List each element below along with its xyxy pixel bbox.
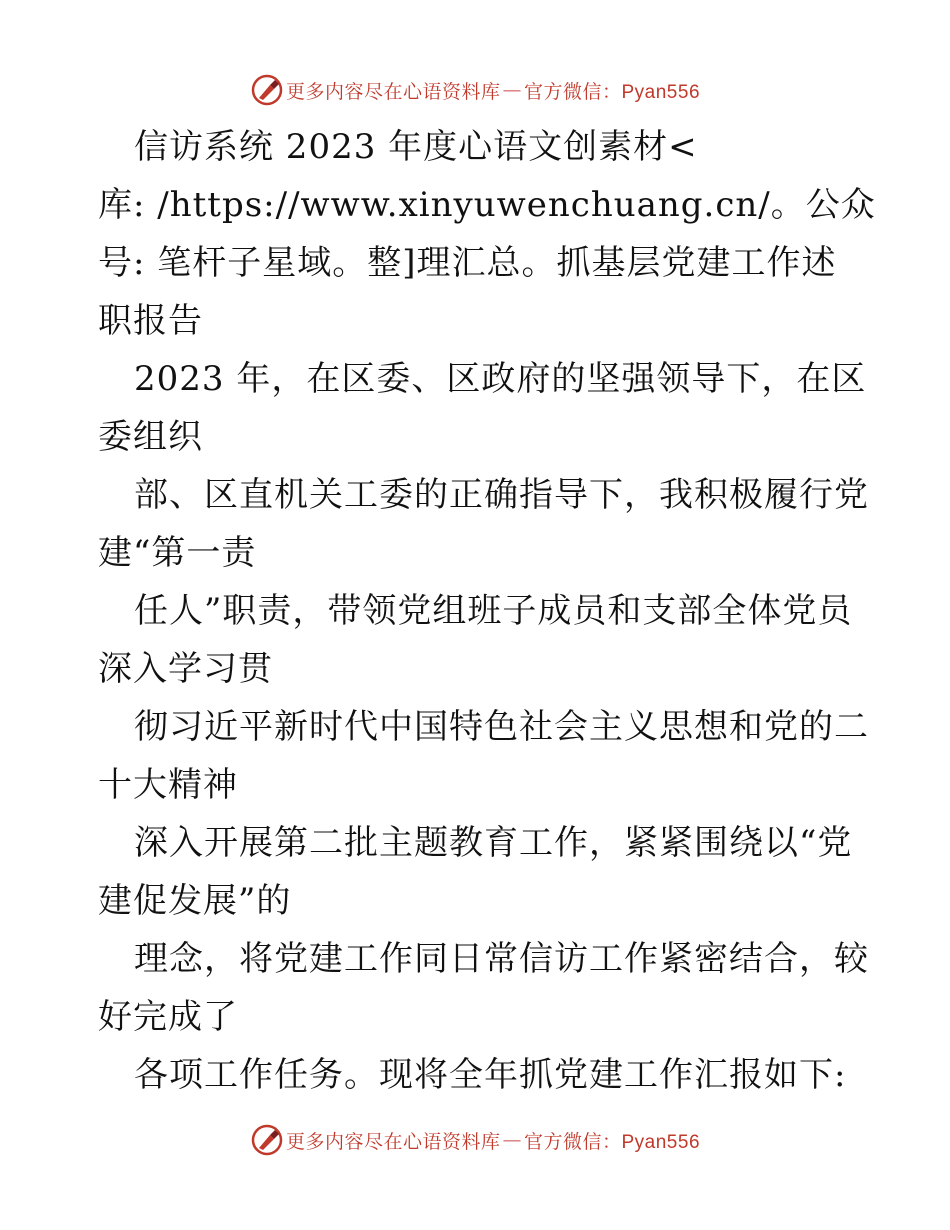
text-line: 库: /https://www.xinyuwenchuang.cn/。公众 — [98, 185, 876, 225]
watermark-wechat-id: 官方微信：Pyan556 — [524, 1131, 701, 1153]
text-line: 十大精神 — [98, 765, 238, 805]
text-line: 理念，将党建工作同日常信访工作紧密结合，较 — [134, 939, 869, 979]
text-line: 深入开展第二批主题教育工作，紧紧围绕以“党 — [134, 823, 853, 863]
text-line: 委组织 — [98, 417, 203, 457]
text-line: 各项工作任务。现将全年抓党建工作汇报如下: — [134, 1055, 847, 1095]
text-line: 彻习近平新时代中国特色社会主义思想和党的二 — [134, 707, 869, 747]
pen-nib-logo-icon — [250, 1123, 284, 1157]
text-line: 任人”职责，带领党组班子成员和支部全体党员 — [134, 591, 853, 631]
text-line: 号: 笔杆子星域。整]理汇总。抓基层党建工作述 — [98, 243, 837, 283]
pen-nib-logo-icon — [250, 73, 284, 107]
header-watermark — [0, 70, 950, 110]
text-line: 建促发展”的 — [98, 881, 292, 921]
document-body — [98, 118, 876, 1104]
watermark-text: 更多内容尽在心语资料库 — [285, 80, 501, 103]
text-line: 好完成了 — [98, 997, 238, 1037]
text-line: 职报告 — [98, 301, 203, 341]
watermark-separator: — — [502, 79, 522, 101]
watermark-text: 更多内容尽在心语资料库 — [285, 1130, 501, 1153]
footer-watermark — [0, 1120, 950, 1160]
text-line: 深入学习贯 — [98, 649, 273, 689]
text-line: 2023 年，在区委、区政府的坚强领导下，在区 — [134, 359, 867, 399]
text-line: 建“第一责 — [98, 533, 257, 573]
watermark-wechat-id: 官方微信：Pyan556 — [524, 81, 701, 103]
text-line: 部、区直机关工委的正确指导下，我积极履行党 — [134, 475, 869, 515]
watermark-separator: — — [502, 1129, 522, 1151]
text-line: 信访系统 2023 年度心语文创素材< — [134, 127, 698, 167]
